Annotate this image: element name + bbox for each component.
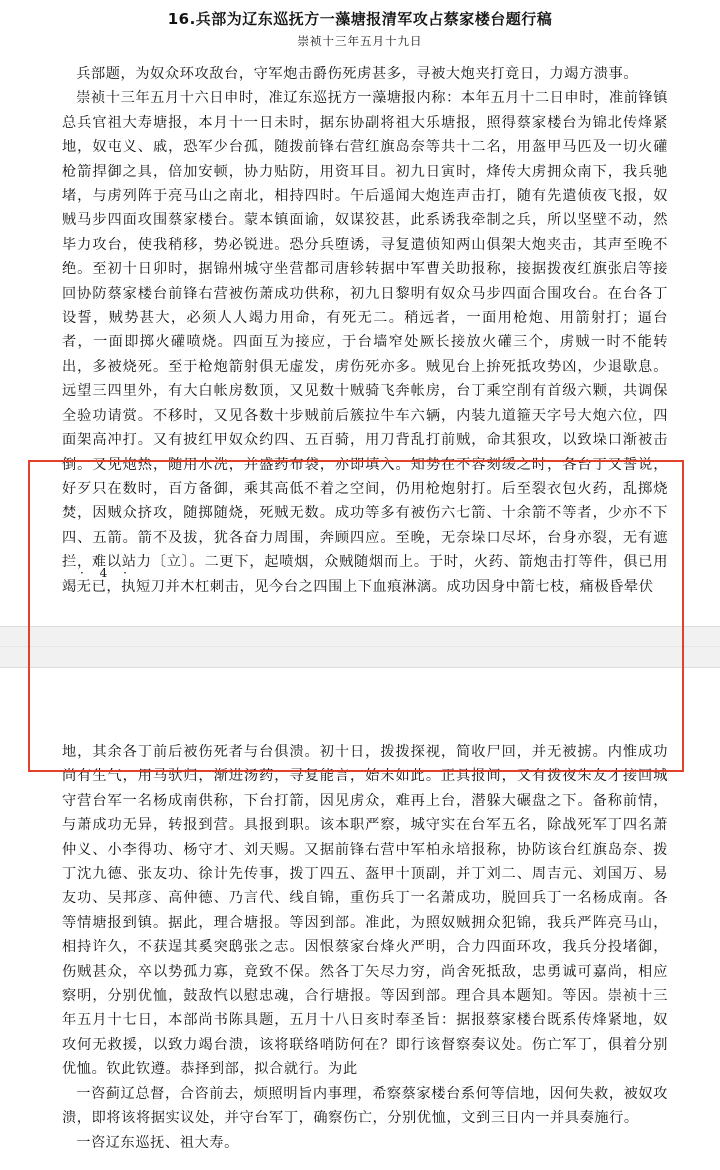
page-number: · 4 ·: [80, 566, 133, 580]
upper-text-block: [62, 62, 668, 595]
paragraph-heading: 兵部题，为奴众环攻敌台，守军炮击爵伤死虏甚多，寻被大炮夹打竟日，力竭方溃事。: [76, 66, 639, 82]
page-break-separator: [0, 626, 720, 668]
paragraph-consult-1: 一咨蓟辽总督，合咨前去，烦照明旨内事理，希察蔡家楼台系何等信地，因何失救，被奴攻溃，即将该将据实议处，并守台军丁，确察伤亡，分别优恤，文到三日内一并具奏施行。: [62, 1085, 668, 1127]
paragraph-body: 崇祯十三年五月十六日申时，准辽东巡抚方一藻塘报内称：本年五月十二日申时，准前锋镇总兵官祖大寿塘报，本月十一日未时，据东协副将祖大乐塘报，照得蔡家楼台为锦北传烽紧地，奴屯义、戚，恐军少台孤，随拨前锋右营红旗岛奈等共十二名，用盔甲马匹及一切火礶枪箭捍御之具，倍加安顿，协力贴防，用资耳目。初九日寅时，烽传大虏拥众南下，我兵驰堵，与虏列阵于亮马山之南北，相持四时。午后遥闻大炮连声击打，随有先遣侦夜飞报，奴贼马步四面攻围蔡家楼台。蒙本镇面谕，奴谋狡甚，此系诱我牵制之兵，所以坚壁不动，然毕力攻台，使我稍移，势必锐进。恐分兵堕诱，寻复遣侦知两山俱架大炮夹击，其声至晚不绝。至初十日卯时，据锦州城守坐营都司唐轸转据中军曹关助报称，接据拨夜红旗张启等接回协防蔡家楼台前锋右营被伤萧成功供称，初九日黎明有奴众马步四面合围攻台。在台各丁设誓，贼势甚大，必须人人竭力用命，有死无二。稍远者，一面用枪炮、用箭射打；逼台者，一面即掷火礶喷烧。四面互为接应，于台墙窄处厥长接放火礶三个，虏贼一时不能转出，多被烧死。至于枪炮箭射俱无虚发，虏伤死亦多。贼见台上拚死抵攻势凶，少退歇息。远望三四里外，有大白帐房数顶，又见数十贼骑飞奔帐房，台丁乘空削有首级六颗，共调保全验功请赏。不移时，又见各数十步贼前后簇拉牛车六辆，内装九道箍天字号大炮六位，四面架高冲打。又有披红甲奴众约四、五百骑，用刀背乱打前贼，命其狠攻，以致垛口渐被击倒。又见炮热，随用水洗，并盛药布袋，亦即填入。知势在不容刻缓之时，各台丁又誓说，好歹只在数时，百方备御，乘其高低不着之空间，仍用枪炮射打。后至裂衣包火药，乱掷烧焚，因贼众挤攻，随掷随烧，死贼无数。成功等多有被伤六七箭、十余箭不等者，少亦不下四、五箭。箭不及拔，犹各奋力周围，奔顾四应。至晚，无奈垛口尽坏，台身亦裂，无有遮拦，难以站力〔立〕。二更下，起喷烟，众贼随烟而上。于时，火药、箭炮击打等件，俱已用竭无已，执短刀并木杠刺击，见今台之四围上下血痕淋漓。成功因身中箭七枝，痛极昏晕伏: [62, 90, 668, 595]
lower-text-block: [62, 740, 668, 1166]
paragraph-consult-2: 一咨辽东巡抚、祖大寿。: [76, 1134, 239, 1151]
document-date: 崇祯十三年五月十九日: [297, 34, 423, 48]
document-title: 16.兵部为辽东巡抚方一藻塘报清军攻占蔡家楼台题行稿: [167, 10, 553, 28]
paragraph-continuation: 地，其余各丁前后被伤死者与台俱溃。初十日，拨拨探视，简收尸回，并无被掳。内惟成功尚有生气，用马驮归，渐进汤药，寻复能言，始末如此。正具报间，又有拨夜朱友才接回城守营台军一名杨成南供称，下台打箭，因见虏众，难再上台，潜躲大碾盘之下。备称前情，与萧成功无异，转报到营。具报到职。该本职严察，城守实在台军五名，除战死军丁四名萧仲义、小李得功、杨守才、刘天赐。又据前锋右营中军柏永培报称，协防该台红旗岛奈、拨丁沈九德、张友功、徐计先传事，拨丁四五、盔甲十顶副，并丁刘二、周吉元、刘国万、易友功、吴邦彦、高仲德、乃言代、线自锦，重伤兵丁一名萧成功，脱回兵丁一名杨成南。各等情塘报到镇。据此，理合塘报。等因到部。准此，为照奴贼拥众犯锦，我兵严阵亮马山，相持许久，不获逞其奚突鸱张之志。因恨蔡家台烽火严明，合力四面环攻，我兵分投堵御，伤贼甚众，卒以势孤力寡，竟致不保。然各丁矢尽力穷，尚舍死抵敌，忠勇诚可嘉尚，相应察明，分别优恤，鼓敌忾以慰忠魂，合行塘报。等因到部。理合具本题知。等因。崇祯十三年五月十七日，本部尚书陈具题，五月十八日亥时奉圣旨：据报蔡家楼台既系传烽紧地，奴攻何无救援，以致力竭台溃，该将联络哨防何在？即行该督察奏议处。伤亡军丁，俱着分别优恤。钦此钦遵。恭择到部，拟合就行。为此: [62, 744, 668, 1078]
page-break-line: [0, 646, 720, 647]
